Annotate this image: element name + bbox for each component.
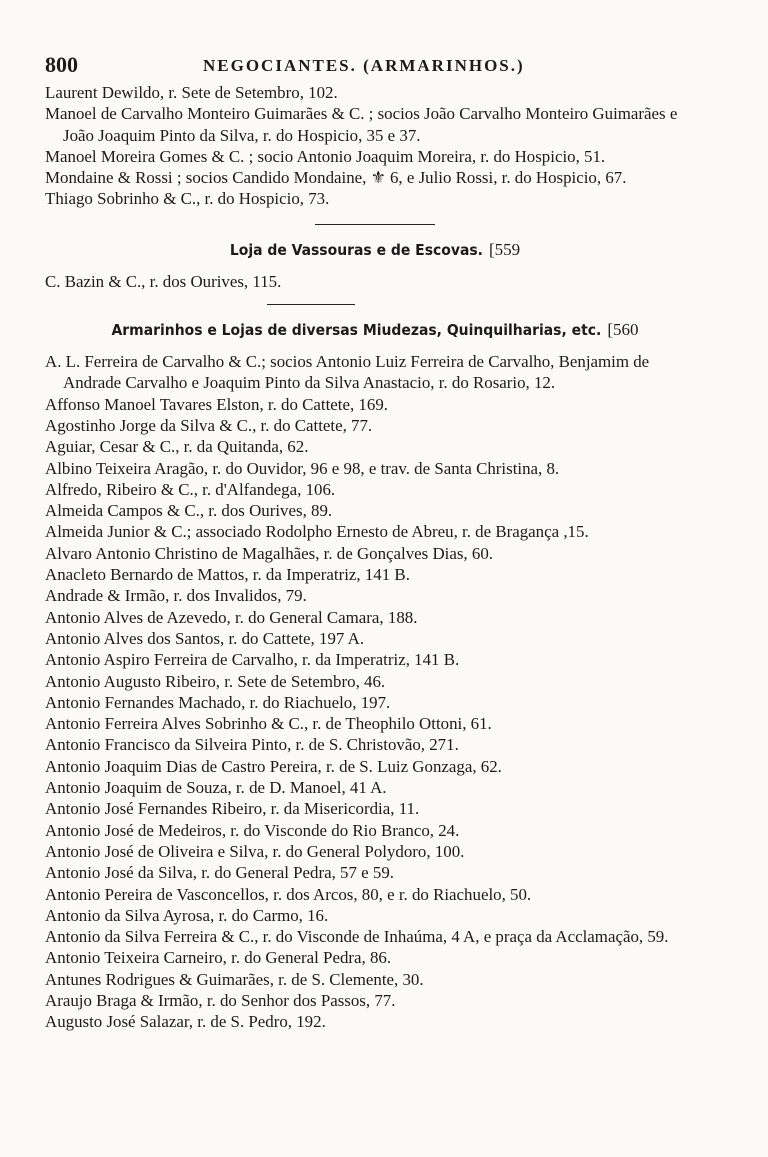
directory-entry: Alvaro Antonio Christino de Magalhães, r. de Gonçalves Dias, 60. — [45, 543, 493, 563]
running-head — [45, 52, 705, 80]
category-heading-haberdashery — [45, 319, 705, 341]
directory-entry: Affonso Manoel Tavares Elston, r. do Cattete, 169. — [45, 394, 388, 414]
section-haberdashery — [45, 351, 705, 1033]
directory-entry: Antonio Joaquim de Souza, r. de D. Manoel, 41 A. — [45, 778, 387, 798]
category-title: Armarinhos e Lojas de diversas Miudezas, Quinquilharias, etc. — [111, 321, 602, 340]
directory-entry: Antonio Alves de Azevedo, r. do General Camara, 188. — [45, 607, 418, 627]
directory-entry: Augusto José Salazar, r. de S. Pedro, 192. — [45, 1012, 326, 1032]
section-title: NEGOCIANTES. (ARMARINHOS.) — [203, 56, 525, 75]
directory-entry: A. L. Ferreira de Carvalho & C.; socios Antonio Luiz Ferreira de Carvalho, Benjamim de Andrade Carvalho e Joaquim Pinto da Silva Anastacio, r. do Rosario, 12. — [45, 352, 650, 393]
directory-entry: Araujo Braga & Irmão, r. do Senhor dos Passos, 77. — [45, 990, 396, 1010]
directory-entry: Manoel de Carvalho Monteiro Guimarães & C. ; socios João Carvalho Monteiro Guimarães e João Joaquim Pinto da Silva, r. do Hospicio, 35 e 37. — [45, 104, 678, 145]
directory-entry: Antonio Augusto Ribeiro, r. Sete de Setembro, 46. — [45, 671, 386, 691]
section-divider — [315, 224, 435, 225]
directory-page — [45, 52, 705, 1033]
directory-entry: Laurent Dewildo, r. Sete de Setembro, 102. — [45, 83, 338, 102]
directory-entry: Aguiar, Cesar & C., r. da Quitanda, 62. — [45, 437, 309, 457]
section-divider — [267, 304, 355, 305]
directory-entry: Antonio Fernandes Machado, r. do Riachuelo, 197. — [45, 692, 391, 712]
directory-entry: Antonio Ferreira Alves Sobrinho & C., r. de Theophilo Ottoni, 61. — [45, 714, 492, 734]
category-number: [559 — [488, 239, 521, 259]
directory-entry: Antonio José da Silva, r. do General Pedra, 57 e 59. — [45, 863, 395, 883]
directory-entry: Antonio Francisco da Silveira Pinto, r. de S. Christovão, 271. — [45, 735, 459, 755]
directory-entry: Antonio Teixeira Carneiro, r. do General Pedra, 86. — [45, 948, 392, 968]
directory-entry: Antonio Alves dos Santos, r. do Cattete, 197 A. — [45, 628, 365, 648]
page-number: 800 — [45, 52, 78, 77]
directory-entry: Antonio José de Oliveira e Silva, r. do General Polydoro, 100. — [45, 841, 465, 861]
category-heading-brooms — [45, 239, 705, 261]
directory-entry: Thiago Sobrinho & C., r. do Hospicio, 73. — [45, 189, 330, 209]
directory-entry: C. Bazin & C., r. dos Ourives, 115. — [45, 271, 282, 291]
category-number: [560 — [607, 320, 639, 340]
directory-entry: Mondaine & Rossi ; socios Candido Mondaine, ⚜ 6, e Julio Rossi, r. do Hospicio, 67. — [45, 168, 627, 188]
directory-entry: Antonio da Silva Ferreira & C., r. do Visconde de Inhaúma, 4 A, e praça da Acclamação, 59. — [45, 927, 669, 947]
directory-entry: Andrade & Irmão, r. dos Invalidos, 79. — [45, 586, 307, 606]
directory-entry: Antonio Joaquim Dias de Castro Pereira, r. de S. Luiz Gonzaga, 62. — [45, 756, 502, 776]
category-title: Loja de Vassouras e de Escovas. — [229, 240, 483, 259]
section-brooms-brushes — [45, 271, 705, 292]
directory-entry: Albino Teixeira Aragão, r. do Ouvidor, 96 e 98, e trav. de Santa Christina, 8. — [45, 458, 560, 478]
directory-entry: Antunes Rodrigues & Guimarães, r. de S. Clemente, 30. — [45, 969, 424, 989]
directory-entry: Antonio José de Medeiros, r. do Visconde do Rio Branco, 24. — [45, 820, 460, 840]
directory-entry: Antonio da Silva Ayrosa, r. do Carmo, 16. — [45, 905, 329, 925]
directory-entry: Almeida Junior & C.; associado Rodolpho Ernesto de Abreu, r. de Bragança ,15. — [45, 522, 589, 542]
directory-entry: Antonio Pereira de Vasconcellos, r. dos Arcos, 80, e r. do Riachuelo, 50. — [45, 884, 532, 904]
section-merchants-continued — [45, 82, 705, 210]
directory-entry: Antonio José Fernandes Ribeiro, r. da Misericordia, 11. — [45, 799, 420, 819]
directory-entry: Agostinho Jorge da Silva & C., r. do Cattete, 77. — [45, 415, 373, 435]
directory-entry: Almeida Campos & C., r. dos Ourives, 89. — [45, 501, 333, 521]
directory-entry: Anacleto Bernardo de Mattos, r. da Imperatriz, 141 B. — [45, 565, 410, 585]
directory-entry: Manoel Moreira Gomes & C. ; socio Antonio Joaquim Moreira, r. do Hospicio, 51. — [45, 146, 606, 166]
directory-entry: Antonio Aspiro Ferreira de Carvalho, r. da Imperatriz, 141 B. — [45, 650, 460, 670]
directory-entry: Alfredo, Ribeiro & C., r. d'Alfandega, 106. — [45, 479, 336, 499]
